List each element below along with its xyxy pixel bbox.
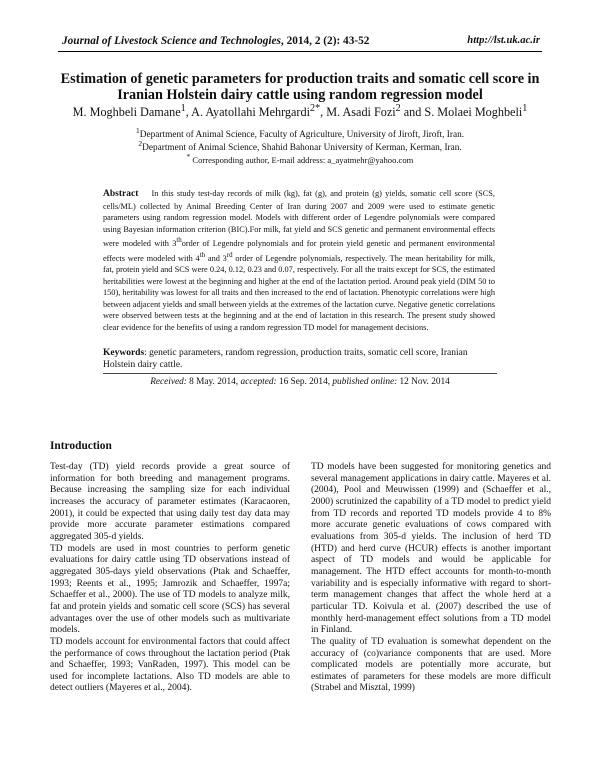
- abstract-rule: [103, 373, 497, 374]
- journal-header: [62, 35, 369, 47]
- corresponding-author: [40, 153, 560, 165]
- corresponding-email: Corresponding author, E-mail address: a_ayatmehr@yahoo.com: [190, 154, 414, 165]
- author-1-sup: 1: [180, 103, 186, 114]
- left-column: [50, 462, 290, 695]
- journal-url[interactable]: http://lst.uk.ac.ir: [467, 35, 540, 46]
- published-label: published online:: [332, 377, 398, 387]
- affiliation-1: [40, 126, 560, 140]
- intro-paragraph: TD models are used in most countries to perform genetic evaluations for dairy cattle using TD observations instead of aggregated 305-days yield observations (Ptak and Schaeffer, 1993; Reents et al., 1995; Jamrozik and Schaeffer, 1997a; Schaeffer et al., 2000). The use of TD models to analyze milk, fat and protein yields and somatic cell score (SCS) has several advantages over the use of other models such as multivariate models.: [50, 543, 290, 636]
- abstract-text-4: order of Legendre polynomials, respectively. The mean heritability for milk, fat, protein yield and SCS were 0.24, 0.12, 0.23 and 0.07, respectively. For all the traits except for SCS, the estimated heritabilities were lowest at the beginning and higher at the end of the lactation period. Around peak yield (DIM 50 to 150), heritability was lowest for all traits and then increased to the end of lactation. Phenotypic correlations were high between adjacent yields and small between yields at the extremes of the lactation curve. Negative genetic correlations were observed between tests at the beginning and at the end of lactation in this research. The present study showed clear evidence for the benefits of using a random regression TD model for management decisions.: [103, 253, 496, 333]
- journal-name: Journal of Livestock Science and Technologies: [62, 35, 281, 47]
- accepted-label: accepted:: [240, 377, 277, 387]
- affiliation-2-text: Department of Animal Science, Shahid Bahonar University of Kerman, Kerman, Iran.: [142, 143, 462, 154]
- introduction-heading: Introduction: [50, 440, 112, 452]
- intro-paragraph: TD models account for environmental factors that could affect the performance of cows throughout the lactation period (Ptak and Schaeffer, 1993; VanRaden, 1997). This model can be used for incomplete lactations. Also TD models are able to detect outliers (Mayeres et al., 2004).: [50, 636, 290, 694]
- header-rule: [58, 51, 542, 52]
- author-3-sup: 2: [395, 103, 401, 114]
- journal-volume: , 2014, 2 (2): 43-52: [280, 35, 370, 47]
- keywords-text: : genetic parameters, random regression, production traits, somatic cell score, Iranian Holstein dairy cattle.: [103, 348, 468, 370]
- accepted-date: 16 Sep. 2014,: [276, 377, 333, 387]
- author-4: and S. Molaei Moghbeli: [400, 105, 523, 120]
- published-date: 12 Nov. 2014: [397, 377, 450, 387]
- author-2-sup: 2*: [309, 103, 321, 114]
- abstract-text-1: In this study test-day records of milk (kg), fat (g), and protein (g) yields, somatic cell score (SCS, cells/ML) collected by Animal Breeding Center of Iran during 2007 and 2009 were used to estimate genetic parameters using random regression model. Models with different order of Legendre polynomials were compared using Bayesian information criterion (BIC).For milk, fat yield and SCS genetic and permanent environmental effects were modeled with 3: [103, 189, 496, 249]
- abstract-sup-1: th: [176, 237, 182, 245]
- abstract-text-3: and 3: [205, 253, 227, 263]
- received-label: Received:: [150, 377, 187, 387]
- abstract-label: Abstract: [103, 189, 139, 199]
- intro-paragraph: Test-day (TD) yield records provide a great source of information for both breeding and management programs. Because increasing the sampling size for each individual increases the accuracy of parameter estimates (Karacaoren, 2001), it could be expected that using daily test day data may provide more accurate parameter estimations compared aggregated 305-d yields.: [50, 462, 290, 542]
- received-dates: [40, 377, 560, 387]
- corresponding-sup: *: [186, 153, 191, 161]
- author-2: , A. Ayatollahi Mehrgardi: [185, 105, 310, 120]
- paper-title: [40, 71, 560, 103]
- intro-paragraph: TD models have been suggested for monitoring genetics and several management applications in dairy cattle. Mayeres et al. (2004), Pool and Meuwissen (1999) and (Schaeffer et al., 2000) scrutinized the capability of a TD model to predict yield from TD records and reported TD models provide 4 to 8% more accurate genetic evaluations of cows compared with evaluations from 305-d yields. The inclusion of herd TD (HTD) and herd curve (HCUR) effects is another important aspect of TD models and would be applicable for management. The HTD effect accounts for month-to-month variability and is especially informative with regard to short-term management changes that affect the whole herd at a particular TD. Koivula et al. (2007) described the use of monthly herd-management effect solutions from a TD model in Finland.: [311, 462, 551, 636]
- affiliation-2: [40, 139, 560, 153]
- affiliation-1-text: Department of Animal Science, Faculty of Agriculture, University of Jiroft, Jiroft, Iran.: [139, 130, 465, 141]
- abstract-sup-2: th: [199, 251, 206, 259]
- received-date: 8 May. 2014,: [186, 377, 241, 387]
- author-4-sup: 1: [522, 103, 528, 114]
- right-column: [311, 462, 551, 695]
- abstract-text-2: order of Legendre polynomials and for protein yield genetic and permanent environmental effects were modeled with 4: [103, 239, 495, 263]
- author-3: , M. Asadi Fozi: [320, 105, 396, 120]
- affiliation-2-sup: 2: [138, 139, 143, 148]
- keywords-label: Keywords: [103, 348, 145, 358]
- abstract-sup-3: rd: [226, 251, 233, 259]
- author-list: [40, 103, 560, 120]
- keywords: [103, 347, 495, 371]
- author-1: M. Moghbeli Damane: [72, 105, 181, 120]
- affiliation-1-sup: 1: [135, 126, 140, 135]
- title-line-1: Estimation of genetic parameters for production traits and somatic cell score in: [60, 71, 540, 87]
- intro-paragraph: The quality of TD evaluation is somewhat dependent on the accuracy of (co)variance components that are used. More complicated models are potentially more accurate, but estimates of parameters for these models are more difficult (Strabel and Misztal, 1999): [311, 636, 551, 694]
- abstract: [103, 188, 495, 334]
- title-line-2: Iranian Holstein dairy cattle using random regression model: [117, 87, 483, 103]
